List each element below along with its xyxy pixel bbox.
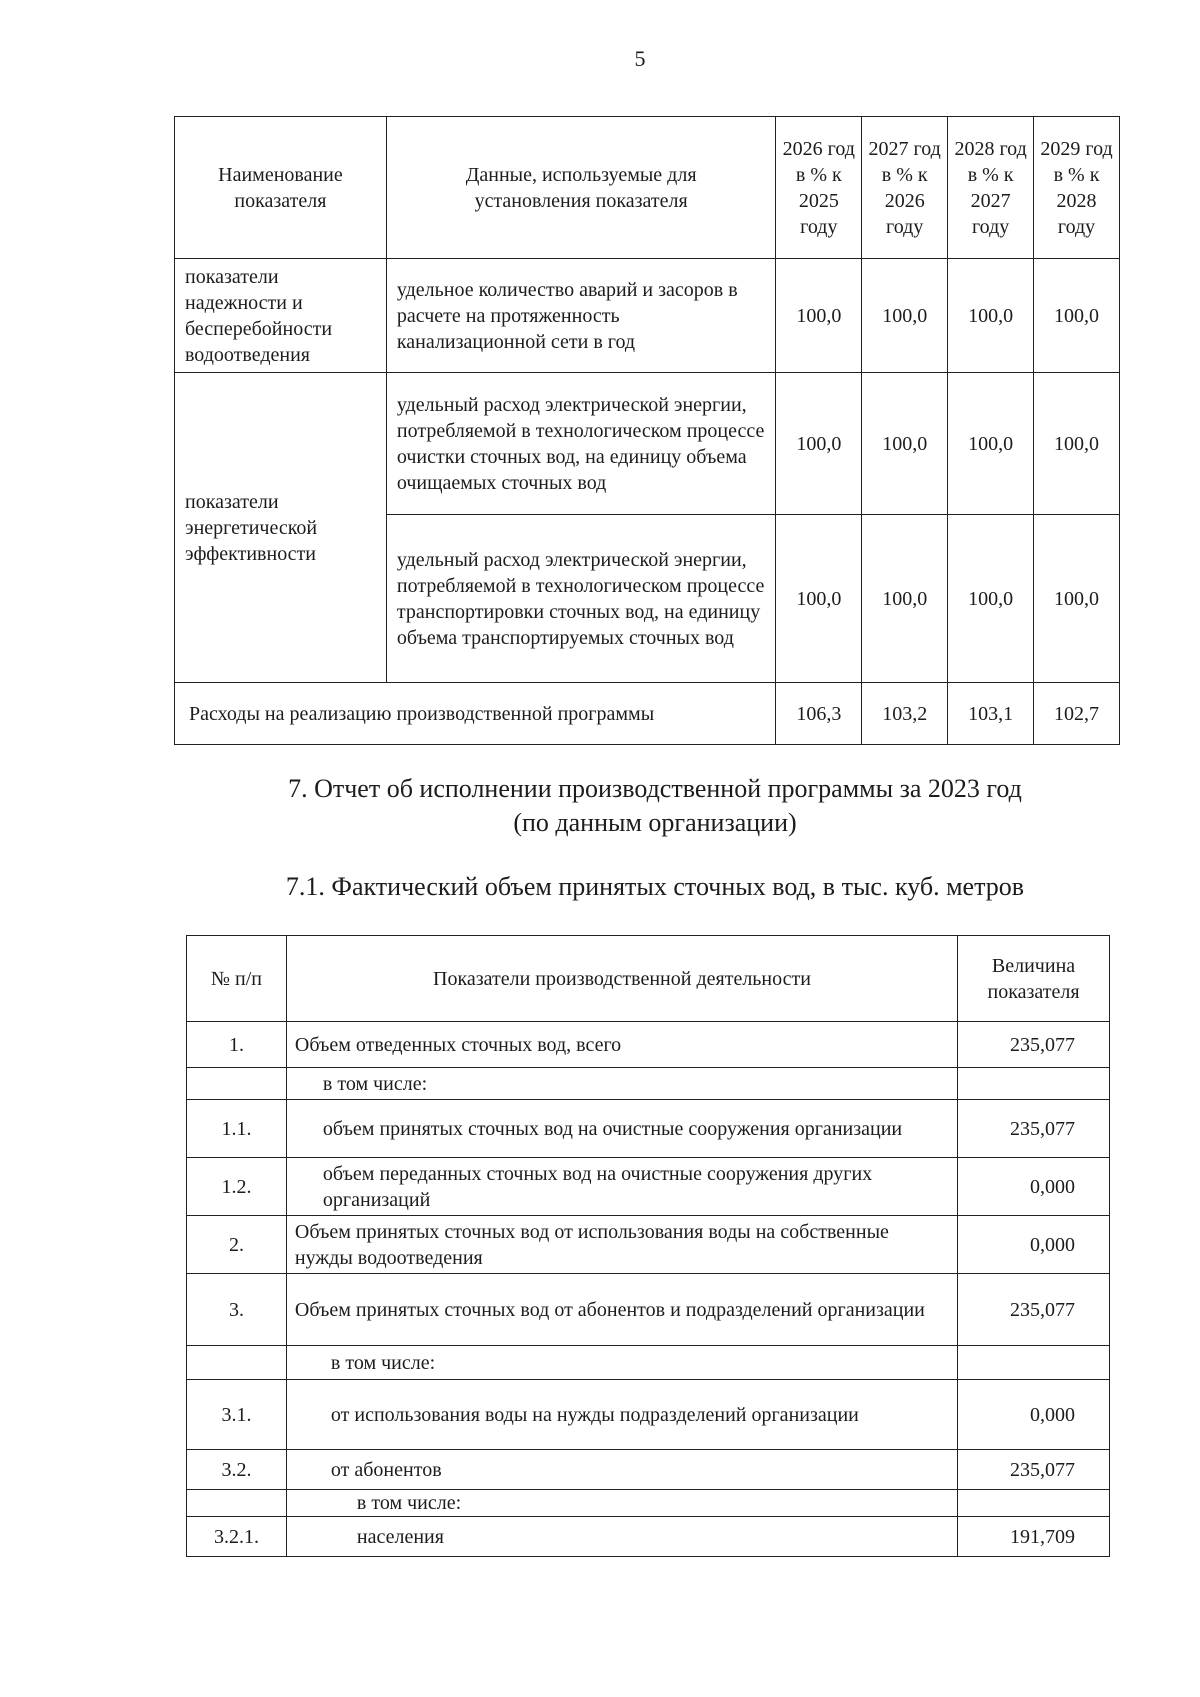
row-value: 235,077 xyxy=(958,1274,1110,1346)
row-value: 191,709 xyxy=(958,1517,1110,1557)
value-cell: 100,0 xyxy=(948,373,1034,515)
header-indicator-name: Наименование показателя xyxy=(175,117,387,259)
row-number: 1. xyxy=(187,1022,287,1068)
row-name: объем принятых сточных вод на очистные сооружения организации xyxy=(286,1100,957,1158)
section-7-title: 7. Отчет об исполнении производственной программы за 2023 год xyxy=(288,774,1022,803)
table-header-row xyxy=(187,936,1110,1022)
row-value: 235,077 xyxy=(958,1100,1110,1158)
row-name: Объем отведенных сточных вод, всего xyxy=(286,1022,957,1068)
row-name: в том числе: xyxy=(286,1068,957,1100)
table-row xyxy=(175,259,1120,373)
row-name: населения xyxy=(286,1517,957,1557)
value-cell: 100,0 xyxy=(776,373,862,515)
table-row xyxy=(187,1216,1110,1274)
value-cell: 100,0 xyxy=(862,373,948,515)
table-row xyxy=(187,1068,1110,1100)
row-number: 1.2. xyxy=(187,1158,287,1216)
page-number: 5 xyxy=(634,46,646,71)
row-number: 3.2. xyxy=(187,1450,287,1490)
row-number: 1.1. xyxy=(187,1100,287,1158)
row-name: от использования воды на нужды подразделений организации xyxy=(286,1380,957,1450)
header-year-2026: 2026 год в % к 2025 году xyxy=(776,117,862,259)
value-cell: 100,0 xyxy=(862,259,948,373)
table-row xyxy=(187,1346,1110,1380)
row-data-description: удельное количество аварий и засоров в расчете на протяженность канализационной сети в год xyxy=(386,259,775,373)
row-value: 0,000 xyxy=(958,1216,1110,1274)
row-name: в том числе: xyxy=(286,1346,957,1380)
row-name: от абонентов xyxy=(286,1450,957,1490)
total-value: 106,3 xyxy=(776,683,862,745)
row-number: 3.2.1. xyxy=(187,1517,287,1557)
row-name: Объем принятых сточных вод от абонентов и подразделений организации xyxy=(286,1274,957,1346)
value-cell: 100,0 xyxy=(862,515,948,683)
table-row xyxy=(187,1274,1110,1346)
value-cell: 100,0 xyxy=(1034,515,1120,683)
table-row xyxy=(175,373,1120,515)
header-year-2028: 2028 год в % к 2027 году xyxy=(948,117,1034,259)
table-row xyxy=(187,1100,1110,1158)
section-7-subtitle: (по данным организации) xyxy=(513,808,797,837)
value-cell: 100,0 xyxy=(776,515,862,683)
row-value: 235,077 xyxy=(958,1450,1110,1490)
table-row xyxy=(187,1158,1110,1216)
total-label: Расходы на реализацию производственной программы xyxy=(175,683,776,745)
table-row xyxy=(187,1450,1110,1490)
value-cell: 100,0 xyxy=(776,259,862,373)
row-name: в том числе: xyxy=(286,1490,957,1517)
total-row xyxy=(175,683,1120,745)
section-7-1-title: 7.1. Фактический объем принятых сточных вод, в тыс. куб. метров xyxy=(285,872,1025,901)
header-year-2029: 2029 год в % к 2028 году xyxy=(1034,117,1120,259)
row-number xyxy=(187,1068,287,1100)
total-value: 103,1 xyxy=(948,683,1034,745)
row-value xyxy=(958,1068,1110,1100)
table-row xyxy=(187,1517,1110,1557)
table-row xyxy=(187,1022,1110,1068)
wastewater-volume-table xyxy=(186,935,1110,1557)
row-value: 235,077 xyxy=(958,1022,1110,1068)
header-year-2027: 2027 год в % к 2026 году xyxy=(862,117,948,259)
table-header-row xyxy=(175,117,1120,259)
header-data-used: Данные, используемые для установления показателя xyxy=(386,117,775,259)
row-data-description: удельный расход электрической энергии, потребляемой в технологическом процессе транспортировки сточных вод, на единицу объема транспортируемых сточных вод xyxy=(386,515,775,683)
group-energy-efficiency: показатели энергетической эффективности xyxy=(175,373,387,683)
value-cell: 100,0 xyxy=(1034,373,1120,515)
header-row-number: № п/п xyxy=(187,936,287,1022)
value-cell: 100,0 xyxy=(948,259,1034,373)
row-value: 0,000 xyxy=(958,1380,1110,1450)
value-cell: 100,0 xyxy=(1034,259,1120,373)
table-row xyxy=(187,1490,1110,1517)
row-number: 3.1. xyxy=(187,1380,287,1450)
group-reliability: показатели надежности и бесперебойности водоотведения xyxy=(175,259,387,373)
row-value xyxy=(958,1346,1110,1380)
header-indicators: Показатели производственной деятельности xyxy=(286,936,957,1022)
row-number xyxy=(187,1346,287,1380)
row-name: Объем принятых сточных вод от использования воды на собственные нужды водоотведения xyxy=(286,1216,957,1274)
table-row xyxy=(187,1380,1110,1450)
row-number: 2. xyxy=(187,1216,287,1274)
row-number xyxy=(187,1490,287,1517)
value-cell: 100,0 xyxy=(948,515,1034,683)
row-value: 0,000 xyxy=(958,1158,1110,1216)
total-value: 103,2 xyxy=(862,683,948,745)
row-data-description: удельный расход электрической энергии, потребляемой в технологическом процессе очистки сточных вод, на единицу объема очищаемых сточных вод xyxy=(386,373,775,515)
indicators-table xyxy=(174,116,1120,745)
row-number: 3. xyxy=(187,1274,287,1346)
header-value: Величина показателя xyxy=(958,936,1110,1022)
total-value: 102,7 xyxy=(1034,683,1120,745)
row-value xyxy=(958,1490,1110,1517)
row-name: объем переданных сточных вод на очистные сооружения других организаций xyxy=(286,1158,957,1216)
